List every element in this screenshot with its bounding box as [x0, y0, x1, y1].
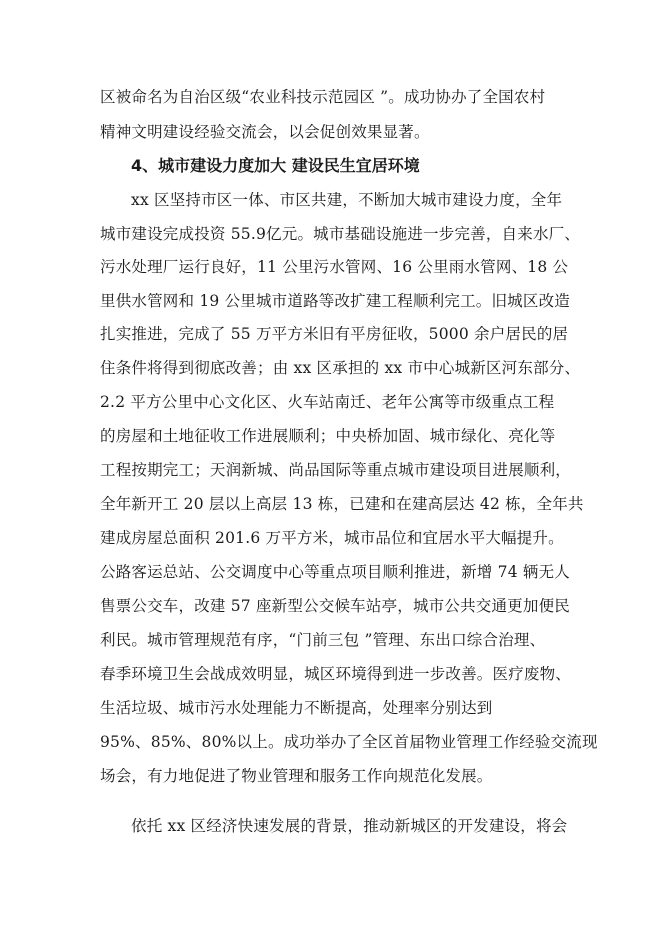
text-line: 利民。城市管理规范有序，“门前三包 ”管理、东出口综合治理、	[100, 631, 546, 649]
text-line: 污水处理厂运行良好，11 公里污水管网、16 公里雨水管网、18 公	[100, 258, 569, 276]
text-line: 全年新开工 20 层以上高层 13 栋，已建和在建高层达 42 栋，全年共	[100, 495, 584, 513]
text-line: 场会，有力地促进了物业管理和服务工作向规范化发展。	[100, 767, 493, 785]
text-line: 扎实推进，完成了 55 万平方米旧有平房征收，5000 余户居民的居	[100, 325, 569, 343]
text-line: 城市建设完成投资 55.9亿元。城市基础设施进一步完善，自来水厂、	[100, 225, 581, 243]
text-line: xx 区坚持市区一体、市区共建，不断加大城市建设力度，全年	[131, 191, 563, 209]
text-line: 公路客运总站、公交调度中心等重点项目顺利推进，新增 74 辆无人	[100, 563, 570, 581]
text-line: 住条件将得到彻底改善；由 xx 区承担的 xx 市中心城新区河东部分、	[100, 359, 581, 377]
text-line: 售票公交车，改建 57 座新型公交候车站亭，城市公共交通更加便民	[100, 597, 570, 615]
text-line: 工程按期完工；天润新城、尚品国际等重点城市建设项目进展顺利，	[100, 461, 572, 479]
text-line: 生活垃圾、城市污水处理能力不断提高，处理率分别达到	[100, 699, 493, 717]
section-heading: 4、城市建设力度加大 建设民生宜居环境	[131, 156, 420, 175]
text-line: 春季环境卫生会战成效明显，城区环境得到进一步改善。医疗废物、	[100, 665, 572, 683]
text-line: 里供水管网和 19 公里城市道路等改扩建工程顺利完工。旧城区改造	[100, 292, 570, 310]
text-line: 的房屋和土地征收工作进展顺利；中央桥加固、城市绿化、亮化等	[100, 427, 556, 445]
text-line: 精神文明建设经验交流会，以会促创效果显著。	[100, 123, 430, 141]
text-line: 依托 xx 区经济快速发展的背景，推动新城区的开发建设，将会	[131, 817, 568, 835]
text-line: 2.2 平方公里中心文化区、火车站南迁、老年公寓等市级重点工程	[100, 393, 555, 411]
text-line: 建成房屋总面积 201.6 万平方米，城市品位和宜居水平大幅提升。	[100, 529, 564, 547]
text-line: 95%、85%、80%以上。成功举办了全区首届物业管理工作经验交流现	[100, 733, 598, 751]
text-line: 区被命名为自治区级“农业科技示范园区 ”。成功协办了全国农村	[100, 88, 546, 106]
